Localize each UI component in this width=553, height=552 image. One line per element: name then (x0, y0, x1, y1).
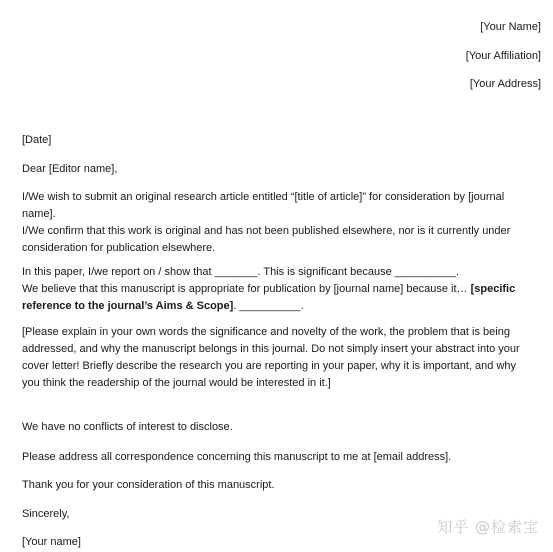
signature-name: [Your name] (22, 536, 81, 548)
report-line-plain: . __________. (233, 300, 304, 312)
report-paragraph (22, 264, 538, 315)
sender-name: [Your Name] (480, 21, 541, 33)
watermark: 知乎 @检索宝 (437, 518, 539, 536)
letter-date: [Date] (22, 134, 52, 146)
correspondence-statement: Please address all correspondence concerning this manuscript to me at [email address]. (22, 451, 452, 463)
intro-line: name]. (22, 208, 56, 220)
aims-scope-reference: reference to the journal’s Aims & Scope] (22, 300, 234, 312)
intro-line: I/We confirm that this work is original and has not been published elsewhere, nor is it currently under (22, 225, 511, 237)
explanation-line: you think the readership of the journal would be interested in it.] (22, 377, 331, 389)
intro-paragraph (22, 189, 538, 257)
explanation-line: cover letter! Briefly describe the research you are reporting in your paper, why it is important, and why (22, 360, 517, 372)
intro-line: I/We wish to submit an original research article entitled “[title of article]” for consideration by [journal (22, 191, 505, 203)
report-line (22, 298, 538, 315)
closing: Sincerely, (22, 508, 70, 520)
explanation-paragraph (22, 324, 538, 392)
report-line (22, 281, 538, 298)
report-line: In this paper, I/we report on / show that _______. This is significant because __________. (22, 266, 460, 278)
conflicts-statement: We have no conflicts of interest to disclose. (22, 421, 233, 433)
sender-affiliation: [Your Affiliation] (465, 50, 541, 62)
salutation: Dear [Editor name], (22, 163, 118, 175)
aims-scope-reference: [specific (470, 283, 516, 295)
explanation-line: addressed, and why the manuscript belongs in this journal. Do not simply insert your abstract into your (22, 343, 520, 355)
explanation-line: [Please explain in your own words the significance and novelty of the work, the problem that is being (22, 326, 510, 338)
thanks-statement: Thank you for your consideration of this manuscript. (22, 479, 275, 491)
intro-line: consideration for publication elsewhere. (22, 242, 216, 254)
report-line-plain: We believe that this manuscript is appropriate for publication by [journal name] because it… (22, 283, 471, 295)
sender-address: [Your Address] (469, 78, 541, 90)
